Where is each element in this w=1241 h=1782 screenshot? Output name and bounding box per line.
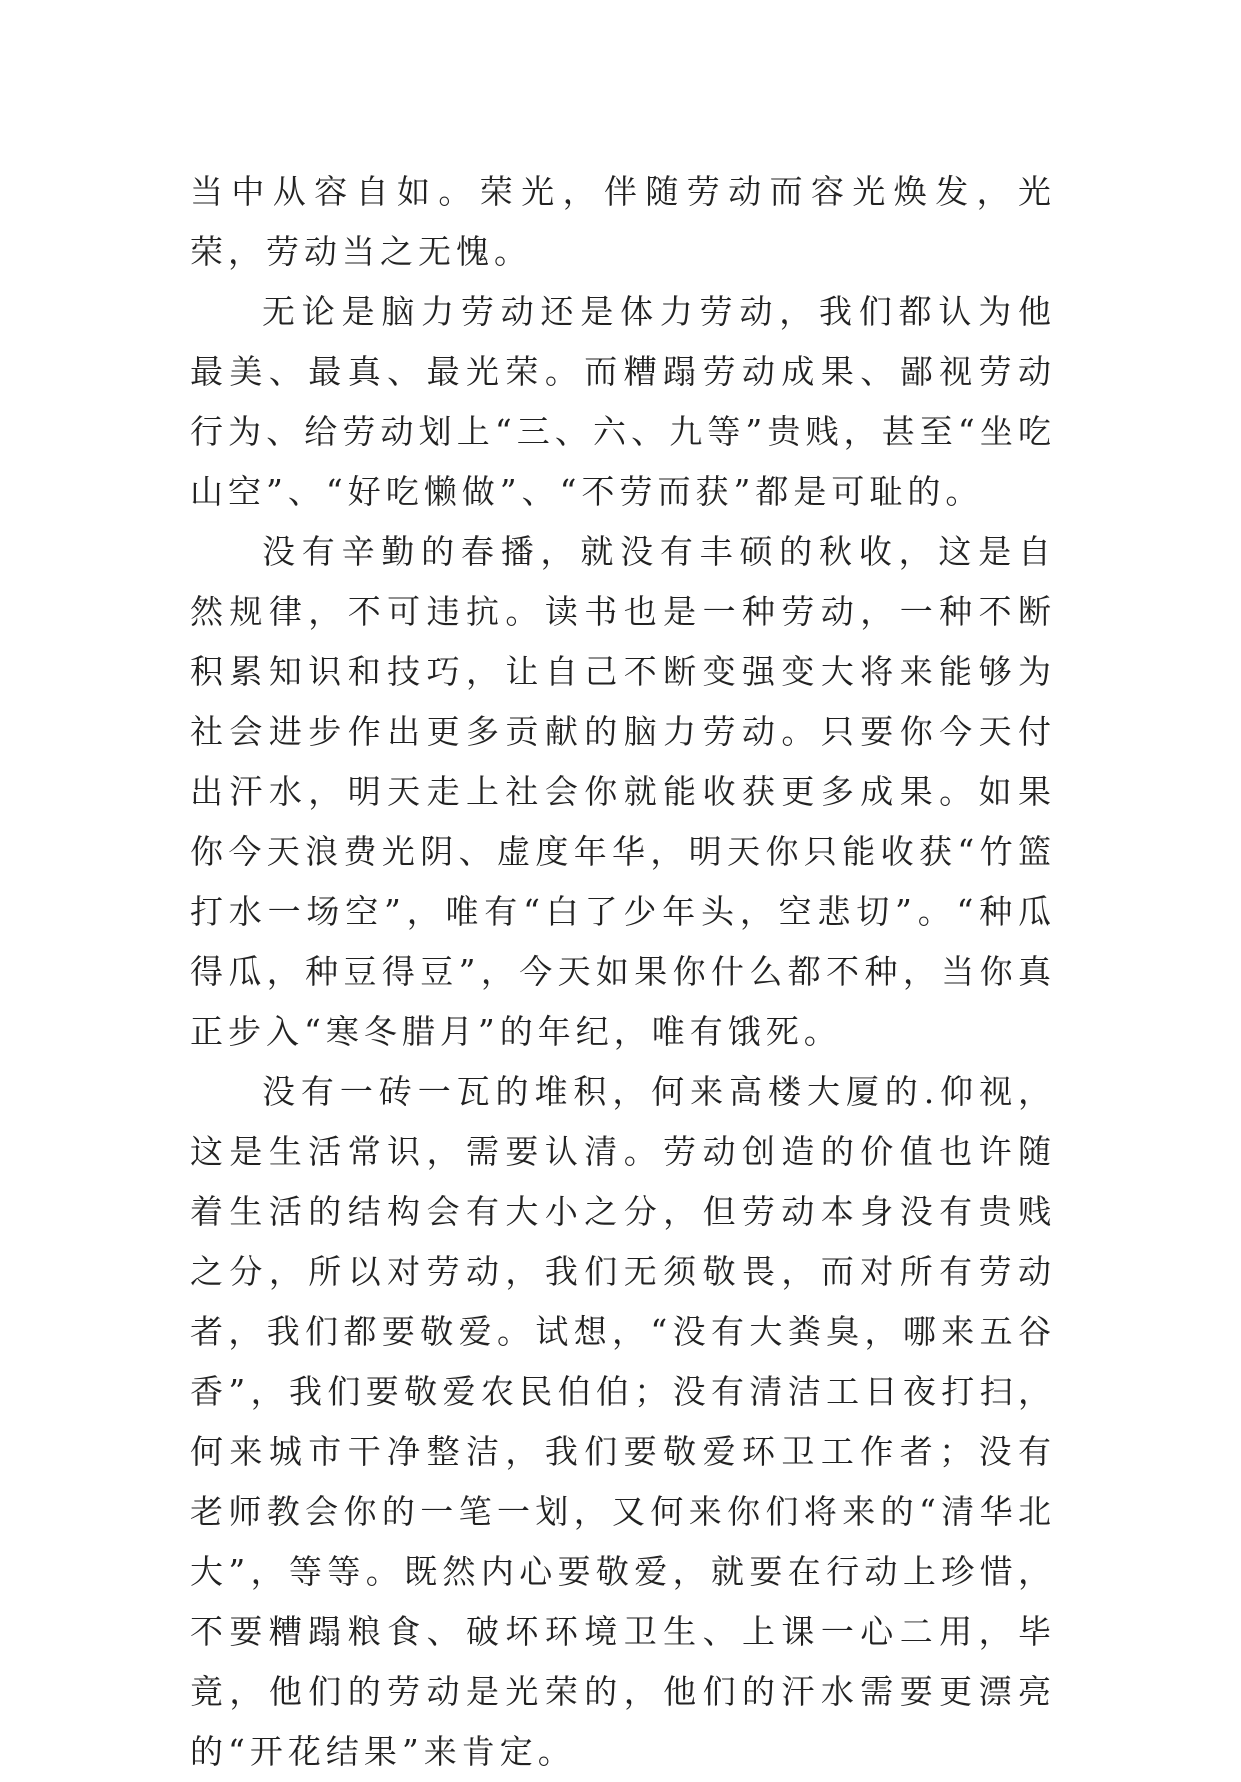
paragraph-4: 没有一砖一瓦的堆积，何来高楼大厦的.仰视，这是生活常识，需要认清。劳动创造的价值也许随着生活的结构会有大小之分，但劳动本身没有贵贱之分，所以对劳动，我们无须敬畏，而对所有劳动者，我们都要敬爱。试想，“没有大粪臭，哪来五谷香”，我们要敬爱农民伯伯；没有清洁工日夜打扫，何来城市干净整洁，我们要敬爱环卫工作者；没有老师教会你的一笔一划，又何来你们将来的“清华北大”，等等。既然内心要敬爱，就要在行动上珍惜，不要糟蹋粮食、破坏环境卫生、上课一心二用，毕竟，他们的劳动是光荣的，他们的汗水需要更漂亮的“开花结果”来肯定。 [190, 1072, 1056, 1771]
paragraph-2: 无论是脑力劳动还是体力劳动，我们都认为他最美、最真、最光荣。而糟蹋劳动成果、鄙视劳动行为、给劳动划上“三、六、九等”贵贱，甚至“坐吃山空”、“好吃懒做”、“不劳而获”都是可耻的。 [190, 292, 1056, 511]
document-body [190, 162, 1056, 1782]
paragraph-1: 当中从容自如。荣光，伴随劳动而容光焕发，光荣，劳动当之无愧。 [190, 172, 1056, 271]
paragraph-3: 没有辛勤的春播，就没有丰硕的秋收，这是自然规律，不可违抗。读书也是一种劳动，一种不断积累知识和技巧，让自己不断变强变大将来能够为社会进步作出更多贡献的脑力劳动。只要你今天付出汗水，明天走上社会你就能收获更多成果。如果你今天浪费光阴、虚度年华，明天你只能收获“竹篮打水一场空”，唯有“白了少年头，空悲切”。“种瓜得瓜，种豆得豆”，今天如果你什么都不种，当你真正步入“寒冬腊月”的年纪，唯有饿死。 [190, 532, 1056, 1051]
